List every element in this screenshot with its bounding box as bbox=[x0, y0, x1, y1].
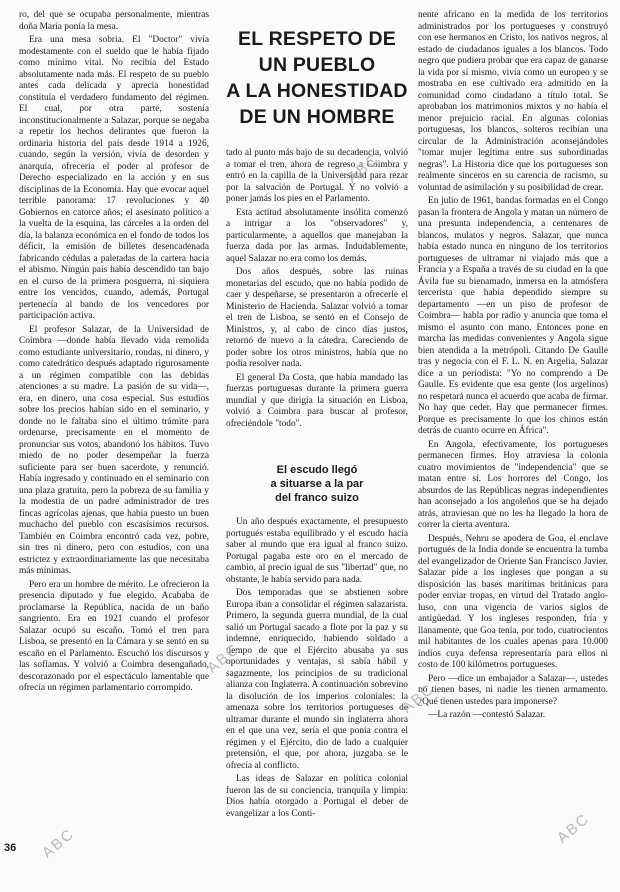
paragraph: Las ideas de Salazar en política colonial fueron las de su conciencia, tranquila y limpia: Dios había otorgado a Portugal el deber de evangelizar a los Conti- bbox=[226, 774, 408, 819]
subheading-line: a situarse a la par bbox=[270, 478, 364, 490]
title-line: UN PUEBLO bbox=[258, 54, 376, 76]
paragraph: Pero era un hombre de mérito. Le ofrecieron la presencia diputado y fue elegido. Acababa de proclamarse la República, nacida de un baño sangriento. Era en 1921 cuando el profesor Salazar ocupó su escaño. Tomó el tren para Lisboa, se presentó en la Cámara y se sentó en su escaño en el Parlamento. Escuchó los discursos y las soflamas. Y volvió a Coimbra desengañado, descorazonado por el espectáculo lamentable que ofrecía un régimen parlamentario corrompido. bbox=[19, 579, 209, 693]
paragraph: En Angola, efectivamente, los portugueses permanecen firmes. Hoy atraviesa la colonia cuatro movimientos de "independencia" que se matan entre sí. Los horrores del Congo, los absurdos de las Repúblicas negras independientes han aconsejado a los angoleños que se ha dejado atrás, atraviesan que no les ha llegado la hora de correr la cierta aventura. bbox=[418, 439, 608, 530]
subheading-line: El escudo llegó bbox=[276, 464, 358, 476]
page-number: 36 bbox=[4, 842, 17, 854]
paragraph: —La razón —contestó Salazar. bbox=[428, 710, 546, 720]
column-middle bbox=[226, 10, 408, 855]
paragraph: Esta actitud absolutamente insólita comenzó a intrigar a los "observadores" y, particularmente, a aquellos que manejaban la fuerza dada por las armas. Indudablemente, aquel Salazar no era como los demás. bbox=[226, 207, 408, 264]
column-middle-lower bbox=[226, 517, 408, 892]
paragraph: Pero —dice un embajador a Salazar—, ustedes no tienen bases, ni nadie les tienen armamento. ¿Qué tienen ustedes para imponerse? bbox=[418, 673, 608, 707]
paragraph: En julio de 1961, bandas formadas en el Congo pasan la frontera de Angola y matan un número de una presunta independencia, a centenares de blancos, mulatos y negros. Salazar, que nunca había estado nunca en ninguno de los territorios portugueses de ultramar ni viajado más que a Francia y a España a través de su ciudad en la que Ávila fue su bienamado, inmersa en la atmósfera tercerista que había dependido siempre su departamento —en un piso de profesor de Coimbra— habla por radio y anuncia que toma el mismo el asunto con mano. Entonces pone en marcha las medidas convenientes y Angola sigue bien atendida a la metrópoli. Citando De Gaulle tras y negocia con el F. L. N. en Argelia, Salazar dice a un periodista: "Yo no comprendo a De Gaulle. Es evidente que esa gente (los argelinos) no respetará nunca el acuerdo que acaba de firmar. No hay que ceder. Hay que permanecer firmes. Porque es precisamente lo que los chinos están detrás de cuanto ocurre en África". bbox=[418, 196, 608, 436]
subheading-line: del franco suizo bbox=[275, 492, 359, 504]
paragraph: Dos años después, sobre las ruinas monetarias del escudo, que no había podido de caer y despeñarse, se presentaron a ofrecerle el Ministerio de Hacienda. Salazar volvió a tomar el tren de Lisboa, se sentó en el Consejo de Ministros, y, al cabo de cinco días justos, retornó de nuevo a la cátedra. Careciendo de poder sobre los otros ministros, había que no podía resolver nada. bbox=[226, 267, 408, 369]
paragraph: El profesor Salazar, de la Universidad de Coimbra —donde había llevado vida remolida como estudiante universitario, rondas, ni dinero, y como catedrático después adaptado rigurosamente a un régimen compatible con las debidas atenciones a su madre. La pasión de su vida—, era, en dinero, una cosa especial. Sus estudios sobre los precios habían sido en el seminario, y donde no le faltaba sino el último trámite para ordenarse, precisamente en el momento de pronunciar sus votos, abandonó los hábitos. Tuvo miedo de no poder desempeñar la fuerza suficiente para ser buen sacerdote, y renunció. Había ingresado y continuado en el seminario con una plaza gratuita, pero la pobreza de su familia y la modestia de un padre administrador de tres fincas agrícolas ajenas, que había puesto un buen muchacho del pueblo con escasísimos recursos. También en Coimbra encontró cada vez, pobre, sin tres ni dinero, pero con estudios, con una estrictez y extraordinariamente las que necesitaba más mínimas. bbox=[19, 324, 209, 576]
watermark: ABC bbox=[343, 150, 383, 187]
column-right bbox=[418, 10, 608, 855]
watermark: ABC bbox=[203, 640, 243, 677]
paragraph: Después, Nehru se apodera de Goa, el enclave portugués de la India donde se encuentra la tumba del evangelizador de Oriente San Francisco Javier. Salazar pide a los ingleses que pongan a su disposición las bases marítimas británicas para poder enviar tropas, en virtud del Tratado anglo-luso, con una vigencia de varios siglos de antigüedad. Y los ingleses responden, fría y llanamente, que Goa tenía, por todo, cuatrocientos mil habitantes de los cuales apenas para 10.000 indios cuya defensa representaría para ellos ni costo de 100 kilómetros portugueses. bbox=[418, 533, 608, 670]
title-line: DE UN HOMBRE bbox=[239, 106, 395, 128]
paragraph: El general Da Costa, que había mandado las fuerzas portuguesas durante la primera guerra mundial y que dirigía la situación en Lisboa, volvió a Coimbra para buscar al profesor, ofreciéndole "todo". bbox=[226, 372, 408, 429]
watermark: ABC bbox=[38, 825, 78, 862]
paragraph: ro, del que se ocupaba personalmente, mientras doña María ponía la mesa. bbox=[19, 10, 209, 32]
paragraph: nente africano en la medida de los territorios administrados por los portugueses y construyó con ese hermanos en Cristo, los nativos negros, al estado de ciudadanos iguales a los blancos. Todo negro que pudiera probar que era capaz de ganarse la vida por sí mismo, vivía como un europeo y se mostraba en ese cultivado era admitido en la comunidad como ciudadano a título total. Se aprobaban los matrimonios mixtos y no había el menor prejuicio racial. En algunas colonias portuguesas, los blancos, solteros recibían una circular de la Administración aconsejándoles "tomar mujer legítima entre sus subordinadas negras". La Historia dice que los portugueses son realmente sinceros en su carencia de racismo, su voluntad de asimilación y su posibilidad de crear. bbox=[418, 10, 608, 193]
paragraph: Era una mesa sobria. El "Doctor" vivía modestamente con el sueldo que le había fijado como mínimo vital. No recibía del Estado absolutamente nada más. El respeto de su pueblo antes cada delicada y aprecia honestidad constituía el verdadero fundamento del régimen. El cual, por otra parte, sostenía inconstitucionalmente a Salazar, porque se negaba a repetir los hechos delirantes que fueron la ordinaria historia del país desde 1914 a 1926, cuando, según la versión, vivía de desorden y anarquía, ofrecería el poder al profesor de Derecho especializado en la acción y en sus disciplinas de la Economía. Hay que evocar aquel terrible panorama: 17 revoluciones y 40 Gobiernos en catorce años; el asesinato político a la vuelta de la esquina, las cárceles a la orden del día, la balanza económica en el fondo de todos los déficit, la emisión de billetes desencadenada fabricando cédulas a paletadas de la cartera hacia el abismo. Ningún país había descendido tan bajo en el curso de la primera posguerra, ni siquiera entre los vencidos, cuando, además, Portugal pertenecía al bando de los vencedores por participación activa. bbox=[19, 35, 209, 321]
article-title bbox=[226, 26, 408, 130]
watermark: ABC bbox=[398, 680, 438, 717]
title-line: A LA HONESTIDAD bbox=[226, 80, 408, 102]
section-subheading bbox=[226, 463, 408, 505]
paragraph: Un año después exactamente, el presupuesto portugués estaba equilibrado y el escudo hacía saber al mundo que era igual al franco suizo. Portugal pagaba este oro en el mercado de cambio, al precio igual de sus "libertad" que, no obstante, le había servido para nada. bbox=[226, 517, 408, 585]
paragraph: tado al punto más bajo de su decadencia, volvió a tomar el tren, ahora de regreso a Coimbra y entró en la capilla de la Universidad para rezar por la salvación de Portugal. Y no volvió a poner jamás los pies en el Parlamento. bbox=[226, 148, 408, 204]
paragraph: Dos temporadas que se abstienen sobre Europa iban a consolidar el régimen salazarista. Primero, la segunda guerra mundial, de la cual salió un Portugal sacado a flote por la paz y su indemne, enriquecido, habiendo soldado a tiempo de que el Ejército abusaba ya sus oportunidades y ventajas, si sabía hábil y sagazmente, los principios de su tradicional alianza con Inglaterra. A continuación sobrevino la disolución de los imperios coloniales: la amenaza sobre los territorios portugueses de ultramar durante el mundo sin inglaterra ahora en el que una vez, sería el que ponía contra el régimen y el Ejército, dio de lado a cualquier pretensión, el que, por ahora, juzgaba se le ofrecía al conflicto. bbox=[226, 588, 408, 771]
column-left bbox=[19, 10, 209, 855]
title-line: EL RESPETO DE bbox=[238, 28, 396, 50]
watermark: ABC bbox=[553, 810, 593, 847]
column-middle-upper bbox=[226, 148, 408, 451]
